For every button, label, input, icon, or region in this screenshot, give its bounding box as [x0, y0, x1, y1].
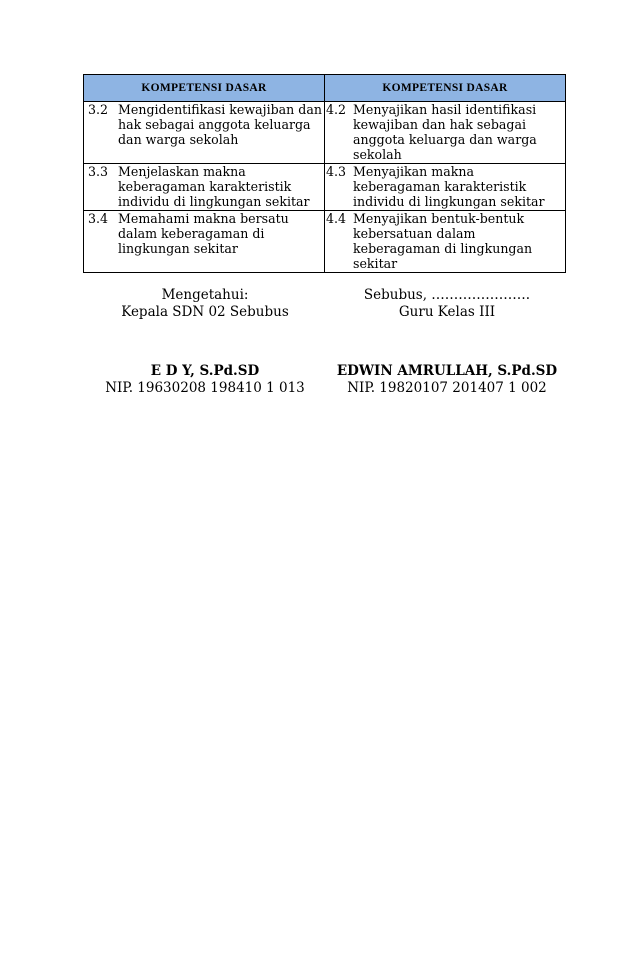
principal-title: Kepala SDN 02 Sebubus	[121, 304, 289, 320]
signature-left-block	[85, 287, 325, 397]
table-row	[84, 102, 566, 164]
kd-cell-right	[325, 164, 566, 211]
kd-number: 3.2	[88, 102, 109, 117]
principal-nip: NIP. 19630208 198410 1 013	[105, 380, 305, 396]
kd-text: Memahami makna bersatu dalam keberagaman di lingkungan sekitar	[118, 211, 289, 256]
kd-number: 4.2	[326, 102, 347, 117]
kd-number: 3.3	[88, 164, 109, 179]
table-row	[84, 211, 566, 273]
kd-number: 4.3	[326, 164, 347, 179]
teacher-nip: NIP. 19820107 201407 1 002	[347, 380, 547, 396]
kd-text: Menyajikan bentuk-bentuk kebersatuan dalam keberagaman di lingkungan sekitar	[353, 211, 533, 271]
principal-name: E D Y, S.Pd.SD	[150, 363, 260, 379]
acknowledgement-label: Mengetahui:	[161, 287, 249, 303]
teacher-name: EDWIN AMRULLAH, S.Pd.SD	[336, 363, 558, 379]
signature-right-block	[327, 287, 567, 397]
place-date-label: Sebubus, ………………….	[363, 287, 531, 303]
kd-text: Menjelaskan makna keberagaman karakteristik individu di lingkungan sekitar	[118, 164, 310, 209]
kd-text: Menyajikan makna keberagaman karakteristik individu di lingkungan sekitar	[353, 164, 545, 209]
kd-text: Menyajikan hasil identifikasi kewajiban dan hak sebagai anggota keluarga dan warga sekolah	[353, 102, 537, 162]
kd-text: Mengidentifikasi kewajiban dan hak sebagai anggota keluarga dan warga sekolah	[118, 102, 322, 147]
header-kompetensi-dasar-right: KOMPETENSI DASAR	[325, 75, 566, 102]
table-row	[84, 164, 566, 211]
kd-cell-left	[84, 102, 325, 164]
kd-cell-left	[84, 211, 325, 273]
table-header-row	[84, 75, 566, 102]
header-kompetensi-dasar-left: KOMPETENSI DASAR	[84, 75, 325, 102]
kd-cell-right	[325, 102, 566, 164]
kd-cell-left	[84, 164, 325, 211]
kd-cell-right	[325, 211, 566, 273]
kompetensi-dasar-table	[83, 74, 566, 273]
kd-number: 4.4	[326, 211, 347, 226]
kd-number: 3.4	[88, 211, 109, 226]
teacher-title: Guru Kelas III	[398, 304, 496, 320]
